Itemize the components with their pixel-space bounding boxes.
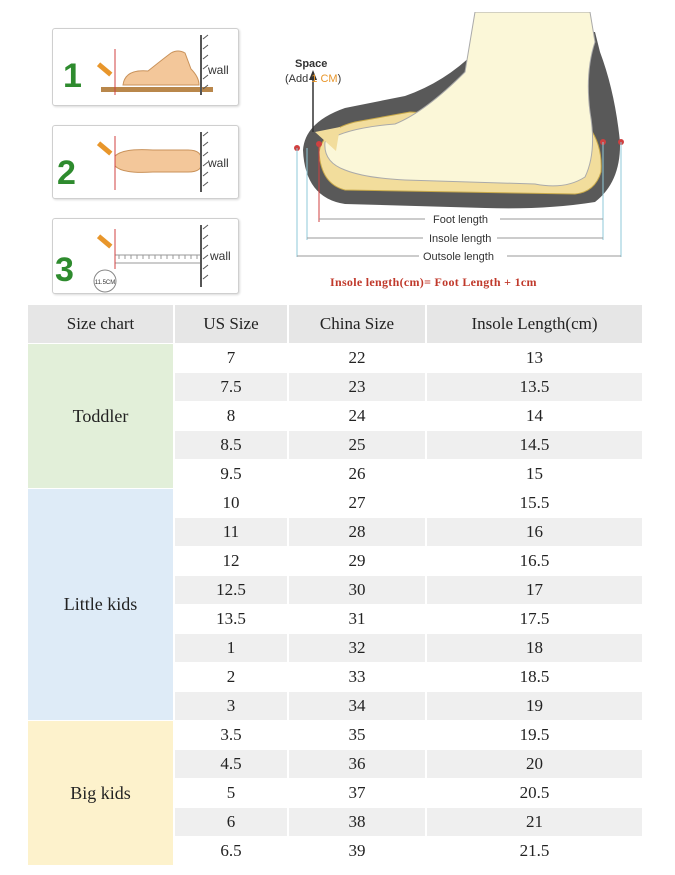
insole-cell: 13.5 bbox=[427, 373, 642, 401]
china-size-cell: 26 bbox=[289, 460, 425, 488]
insole-cell: 19 bbox=[427, 692, 642, 720]
china-size-cell: 36 bbox=[289, 750, 425, 778]
insole-cell: 17 bbox=[427, 576, 642, 604]
insole-cell: 20.5 bbox=[427, 779, 642, 807]
us-size-cell: 7 bbox=[175, 344, 287, 372]
china-size-cell: 37 bbox=[289, 779, 425, 807]
china-size-cell: 31 bbox=[289, 605, 425, 633]
us-size-cell: 11 bbox=[175, 518, 287, 546]
us-size-cell: 1 bbox=[175, 634, 287, 662]
pencil-icon bbox=[97, 141, 112, 155]
us-size-cell: 8 bbox=[175, 402, 287, 430]
floor-icon bbox=[101, 87, 213, 92]
step-1-panel bbox=[52, 28, 239, 106]
step-2-number: 2 bbox=[57, 154, 76, 192]
foot-length-label: Foot length bbox=[433, 214, 489, 226]
china-size-cell: 24 bbox=[289, 402, 425, 430]
us-size-cell: 6.5 bbox=[175, 837, 287, 865]
pencil-icon bbox=[97, 62, 112, 76]
category-toddler: Toddler bbox=[28, 344, 173, 488]
china-size-cell: 22 bbox=[289, 344, 425, 372]
us-size-cell: 7.5 bbox=[175, 373, 287, 401]
insole-cell: 18.5 bbox=[427, 663, 642, 691]
insole-cell: 21.5 bbox=[427, 837, 642, 865]
header-size-chart: Size chart bbox=[28, 305, 173, 343]
us-size-cell: 6 bbox=[175, 808, 287, 836]
us-size-cell: 5 bbox=[175, 779, 287, 807]
china-size-cell: 35 bbox=[289, 721, 425, 749]
insole-length-label: Insole length bbox=[429, 233, 492, 245]
add-close: ) bbox=[337, 73, 342, 85]
category-big-kids: Big kids bbox=[28, 721, 173, 865]
insole-formula: Insole length(cm)= Foot Length + 1cm bbox=[330, 275, 537, 289]
china-size-cell: 33 bbox=[289, 663, 425, 691]
china-size-cell: 27 bbox=[289, 489, 425, 517]
header-china-size: China Size bbox=[289, 305, 425, 343]
china-size-cell: 38 bbox=[289, 808, 425, 836]
step-2-panel bbox=[52, 125, 239, 199]
table-row bbox=[28, 489, 642, 517]
us-size-cell: 12 bbox=[175, 547, 287, 575]
china-size-cell: 32 bbox=[289, 634, 425, 662]
add-label: (Add bbox=[285, 73, 312, 85]
us-size-cell: 3.5 bbox=[175, 721, 287, 749]
step-1-number: 1 bbox=[63, 57, 82, 95]
header-us-size: US Size bbox=[175, 305, 287, 343]
china-size-cell: 25 bbox=[289, 431, 425, 459]
shoe-diagram bbox=[285, 12, 630, 297]
us-size-cell: 9.5 bbox=[175, 460, 287, 488]
insole-cell: 19.5 bbox=[427, 721, 642, 749]
insole-cell: 15.5 bbox=[427, 489, 642, 517]
insole-cell: 15 bbox=[427, 460, 642, 488]
us-size-cell: 8.5 bbox=[175, 431, 287, 459]
step-3-panel bbox=[52, 218, 239, 294]
china-size-cell: 29 bbox=[289, 547, 425, 575]
category-little-kids: Little kids bbox=[28, 489, 173, 720]
svg-text:(Add 1 CM) bbox=[285, 73, 341, 85]
china-size-cell: 30 bbox=[289, 576, 425, 604]
china-size-cell: 34 bbox=[289, 692, 425, 720]
insole-cell: 20 bbox=[427, 750, 642, 778]
us-size-cell: 13.5 bbox=[175, 605, 287, 633]
wall-label: wall bbox=[208, 156, 229, 170]
wall-label: wall bbox=[210, 249, 231, 263]
wall-label: wall bbox=[208, 63, 229, 77]
insole-cell: 14 bbox=[427, 402, 642, 430]
insole-cell: 16.5 bbox=[427, 547, 642, 575]
china-size-cell: 23 bbox=[289, 373, 425, 401]
insole-cell: 18 bbox=[427, 634, 642, 662]
foot-icon bbox=[325, 12, 595, 186]
table-row bbox=[28, 721, 642, 749]
us-size-cell: 10 bbox=[175, 489, 287, 517]
space-label: Space bbox=[295, 58, 328, 70]
add-value: 1 CM bbox=[311, 73, 338, 85]
china-size-cell: 28 bbox=[289, 518, 425, 546]
measure-label: 11.5CM bbox=[94, 280, 116, 286]
table-header-row bbox=[28, 305, 642, 343]
foot-side-icon bbox=[123, 51, 199, 85]
china-size-cell: 39 bbox=[289, 837, 425, 865]
outsole-length-label: Outsole length bbox=[423, 251, 494, 263]
us-size-cell: 4.5 bbox=[175, 750, 287, 778]
insole-cell: 14.5 bbox=[427, 431, 642, 459]
foot-top-icon bbox=[115, 150, 201, 173]
pencil-icon bbox=[97, 234, 112, 248]
table-row bbox=[28, 344, 642, 372]
ruler-icon bbox=[115, 255, 201, 263]
header-insole-length: Insole Length(cm) bbox=[427, 305, 642, 343]
insole-cell: 21 bbox=[427, 808, 642, 836]
step-3-number: 3 bbox=[55, 251, 74, 289]
insole-cell: 16 bbox=[427, 518, 642, 546]
us-size-cell: 3 bbox=[175, 692, 287, 720]
size-chart-table bbox=[26, 304, 644, 866]
us-size-cell: 12.5 bbox=[175, 576, 287, 604]
insole-cell: 13 bbox=[427, 344, 642, 372]
insole-cell: 17.5 bbox=[427, 605, 642, 633]
us-size-cell: 2 bbox=[175, 663, 287, 691]
